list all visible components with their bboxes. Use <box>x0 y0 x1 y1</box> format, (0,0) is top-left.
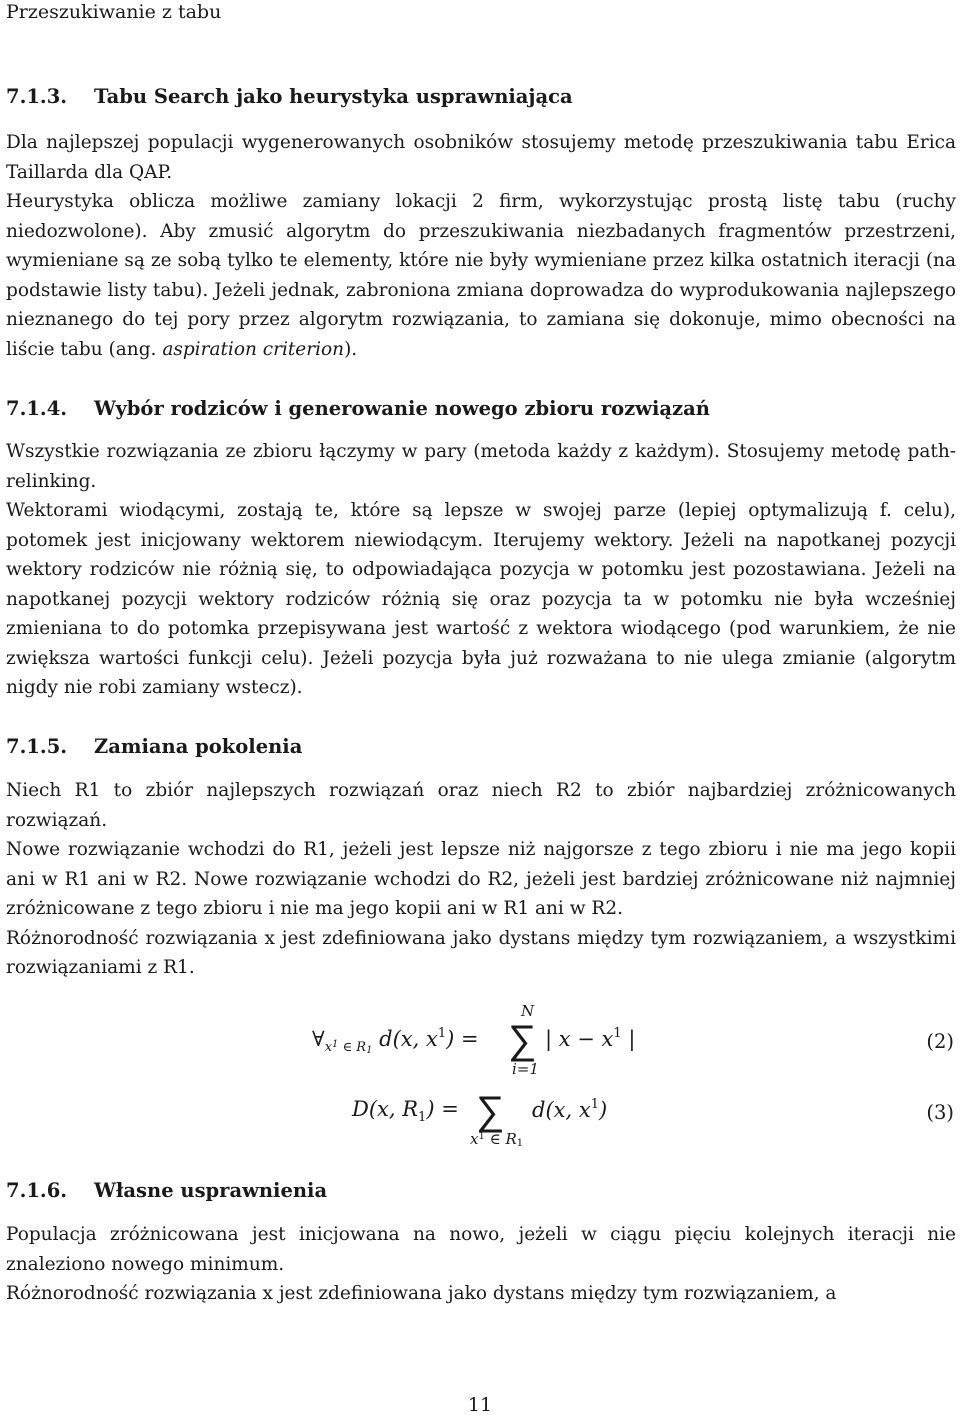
section-body-7-1-4 <box>6 437 956 703</box>
section-body-7-1-5 <box>6 776 956 983</box>
equation-rhs: | $x - x^1$ | <box>545 1026 636 1051</box>
sum-symbol: ∑ <box>476 1088 505 1134</box>
paragraph: Niech R1 to zbiór najlepszych rozwiązań oraz niech R2 to zbiór najbardziej zróżnicowanych rozwiązań. <box>6 780 956 831</box>
paragraph: Różnorodność rozwiązania x jest zdefiniowana jako dystans między tym rozwiązaniem, a <box>6 1283 837 1304</box>
paragraph-text: ). <box>344 338 358 360</box>
section-title: Własne usprawnienia <box>94 1179 328 1202</box>
paragraph: Różnorodność rozwiązania x jest zdefiniowana jako dystans między tym rozwiązaniem, a wszystkimi rozwiązaniami z R1. <box>6 927 956 978</box>
section-body-7-1-3 <box>6 128 956 364</box>
paragraph-text: Heurystyka oblicza możliwe zamiany lokacji 2 firm, wykorzystując prostą listę tabu (ruchy niedozwolone). Aby zmusić algorytm do przeszukiwania niezbadanych fragmentów przestrzeni, wymieniane są ze sobą tylko te elementy, które nie były wymieniane przez kilka ostatnich iteracji (na podstawie listy tabu). Jeżeli jednak, zabroniona zmiana doprowadza do wyprodukowania najlepszego nieznanego do tej pory przez algorytm rozwiązania, to zamiana się dokonuje, mimo obecności na liście tabu (ang. <box>6 191 956 360</box>
equation-rhs: d(x, $x^1$) <box>532 1097 608 1122</box>
equation-3 <box>0 1085 960 1149</box>
section-heading-7-1-4 <box>6 396 710 422</box>
sum-symbol: ∑ <box>508 1017 537 1063</box>
paragraph: Wszystkie rozwiązania ze zbioru łączymy w pary (metoda każdy z każdym). Stosujemy metodę path-relinking. <box>6 441 956 492</box>
equation-2 <box>0 1002 960 1078</box>
sum-lower-limit: i=1 <box>512 1060 539 1078</box>
equation-number: (3) <box>926 1101 954 1124</box>
section-title: Zamiana pokolenia <box>94 735 303 758</box>
paragraph: Populacja zróżnicowana jest inicjowana na nowo, jeżeli w ciągu pięciu kolejnych iteracji nie znaleziono nowego minimum. <box>6 1224 956 1275</box>
section-number: 7.1.5. <box>6 735 68 758</box>
section-number: 7.1.4. <box>6 397 68 420</box>
paragraph: Nowe rozwiązanie wchodzi do R1, jeżeli jest lepsze niż najgorsze z tego zbioru i nie ma jego kopii ani w R1 ani w R2. Nowe rozwiązanie wchodzi do R2, jeżeli jest bardziej zróżnicowane niż najmniej zróżnicowane z tego zbioru i nie ma jego kopii ani w R1 ani w R2. <box>6 839 956 919</box>
section-title: Wybór rodziców i generowanie nowego zbioru rozwiązań <box>94 397 710 420</box>
equation-lhs: $\forall_{x^1 \in R1}$ d(x, $x^1$) = <box>312 1026 479 1056</box>
section-body-7-1-6 <box>6 1220 956 1309</box>
section-heading-7-1-3 <box>6 84 573 110</box>
paragraph <box>6 187 956 364</box>
running-header: Przeszukiwanie z tabu <box>6 1 222 23</box>
sum-upper-limit: N <box>521 1002 535 1020</box>
paragraph: Dla najlepszej populacji wygenerowanych osobników stosujemy metodę przeszukiwania tabu Erica Taillarda dla QAP. <box>6 132 956 183</box>
emphasis-text: aspiration criterion <box>162 338 345 360</box>
paragraph: Wektorami wiodącymi, zostają te, które są lepsze w swojej parze (lepiej optymalizują f. celu), potomek jest inicjowany wektorem niewiodącym. Iterujemy wektory. Jeżeli na napotkanej pozycji wektory rodziców nie różnią się, to odpowiadająca pozycja w potomku jest pozostawiana. Jeżeli na napotkanej pozycji wektory rodziców różnią się oraz pozycja ta w potomku nie była wcześniej zmieniana to do potomka przepisywana jest wartość z wektora wiodącego (pod warunkiem, że nie zwiększa wartości funkcji celu). Jeżeli pozycja była już rozważana to nie ulega zmianie (algorytm nigdy nie robi zamiany wstecz). <box>6 500 956 698</box>
equation-number: (2) <box>926 1030 954 1053</box>
section-number: 7.1.6. <box>6 1179 68 1202</box>
page-number: 11 <box>467 1394 493 1416</box>
equation-lhs: D(x, $R_1$) = <box>352 1097 459 1125</box>
section-heading-7-1-6 <box>6 1178 327 1204</box>
section-number: 7.1.3. <box>6 85 68 108</box>
sum-lower-limit: $x^1$ ∈ R1 <box>470 1130 524 1149</box>
section-heading-7-1-5 <box>6 734 302 760</box>
section-title: Tabu Search jako heurystyka usprawniająca <box>94 85 573 108</box>
